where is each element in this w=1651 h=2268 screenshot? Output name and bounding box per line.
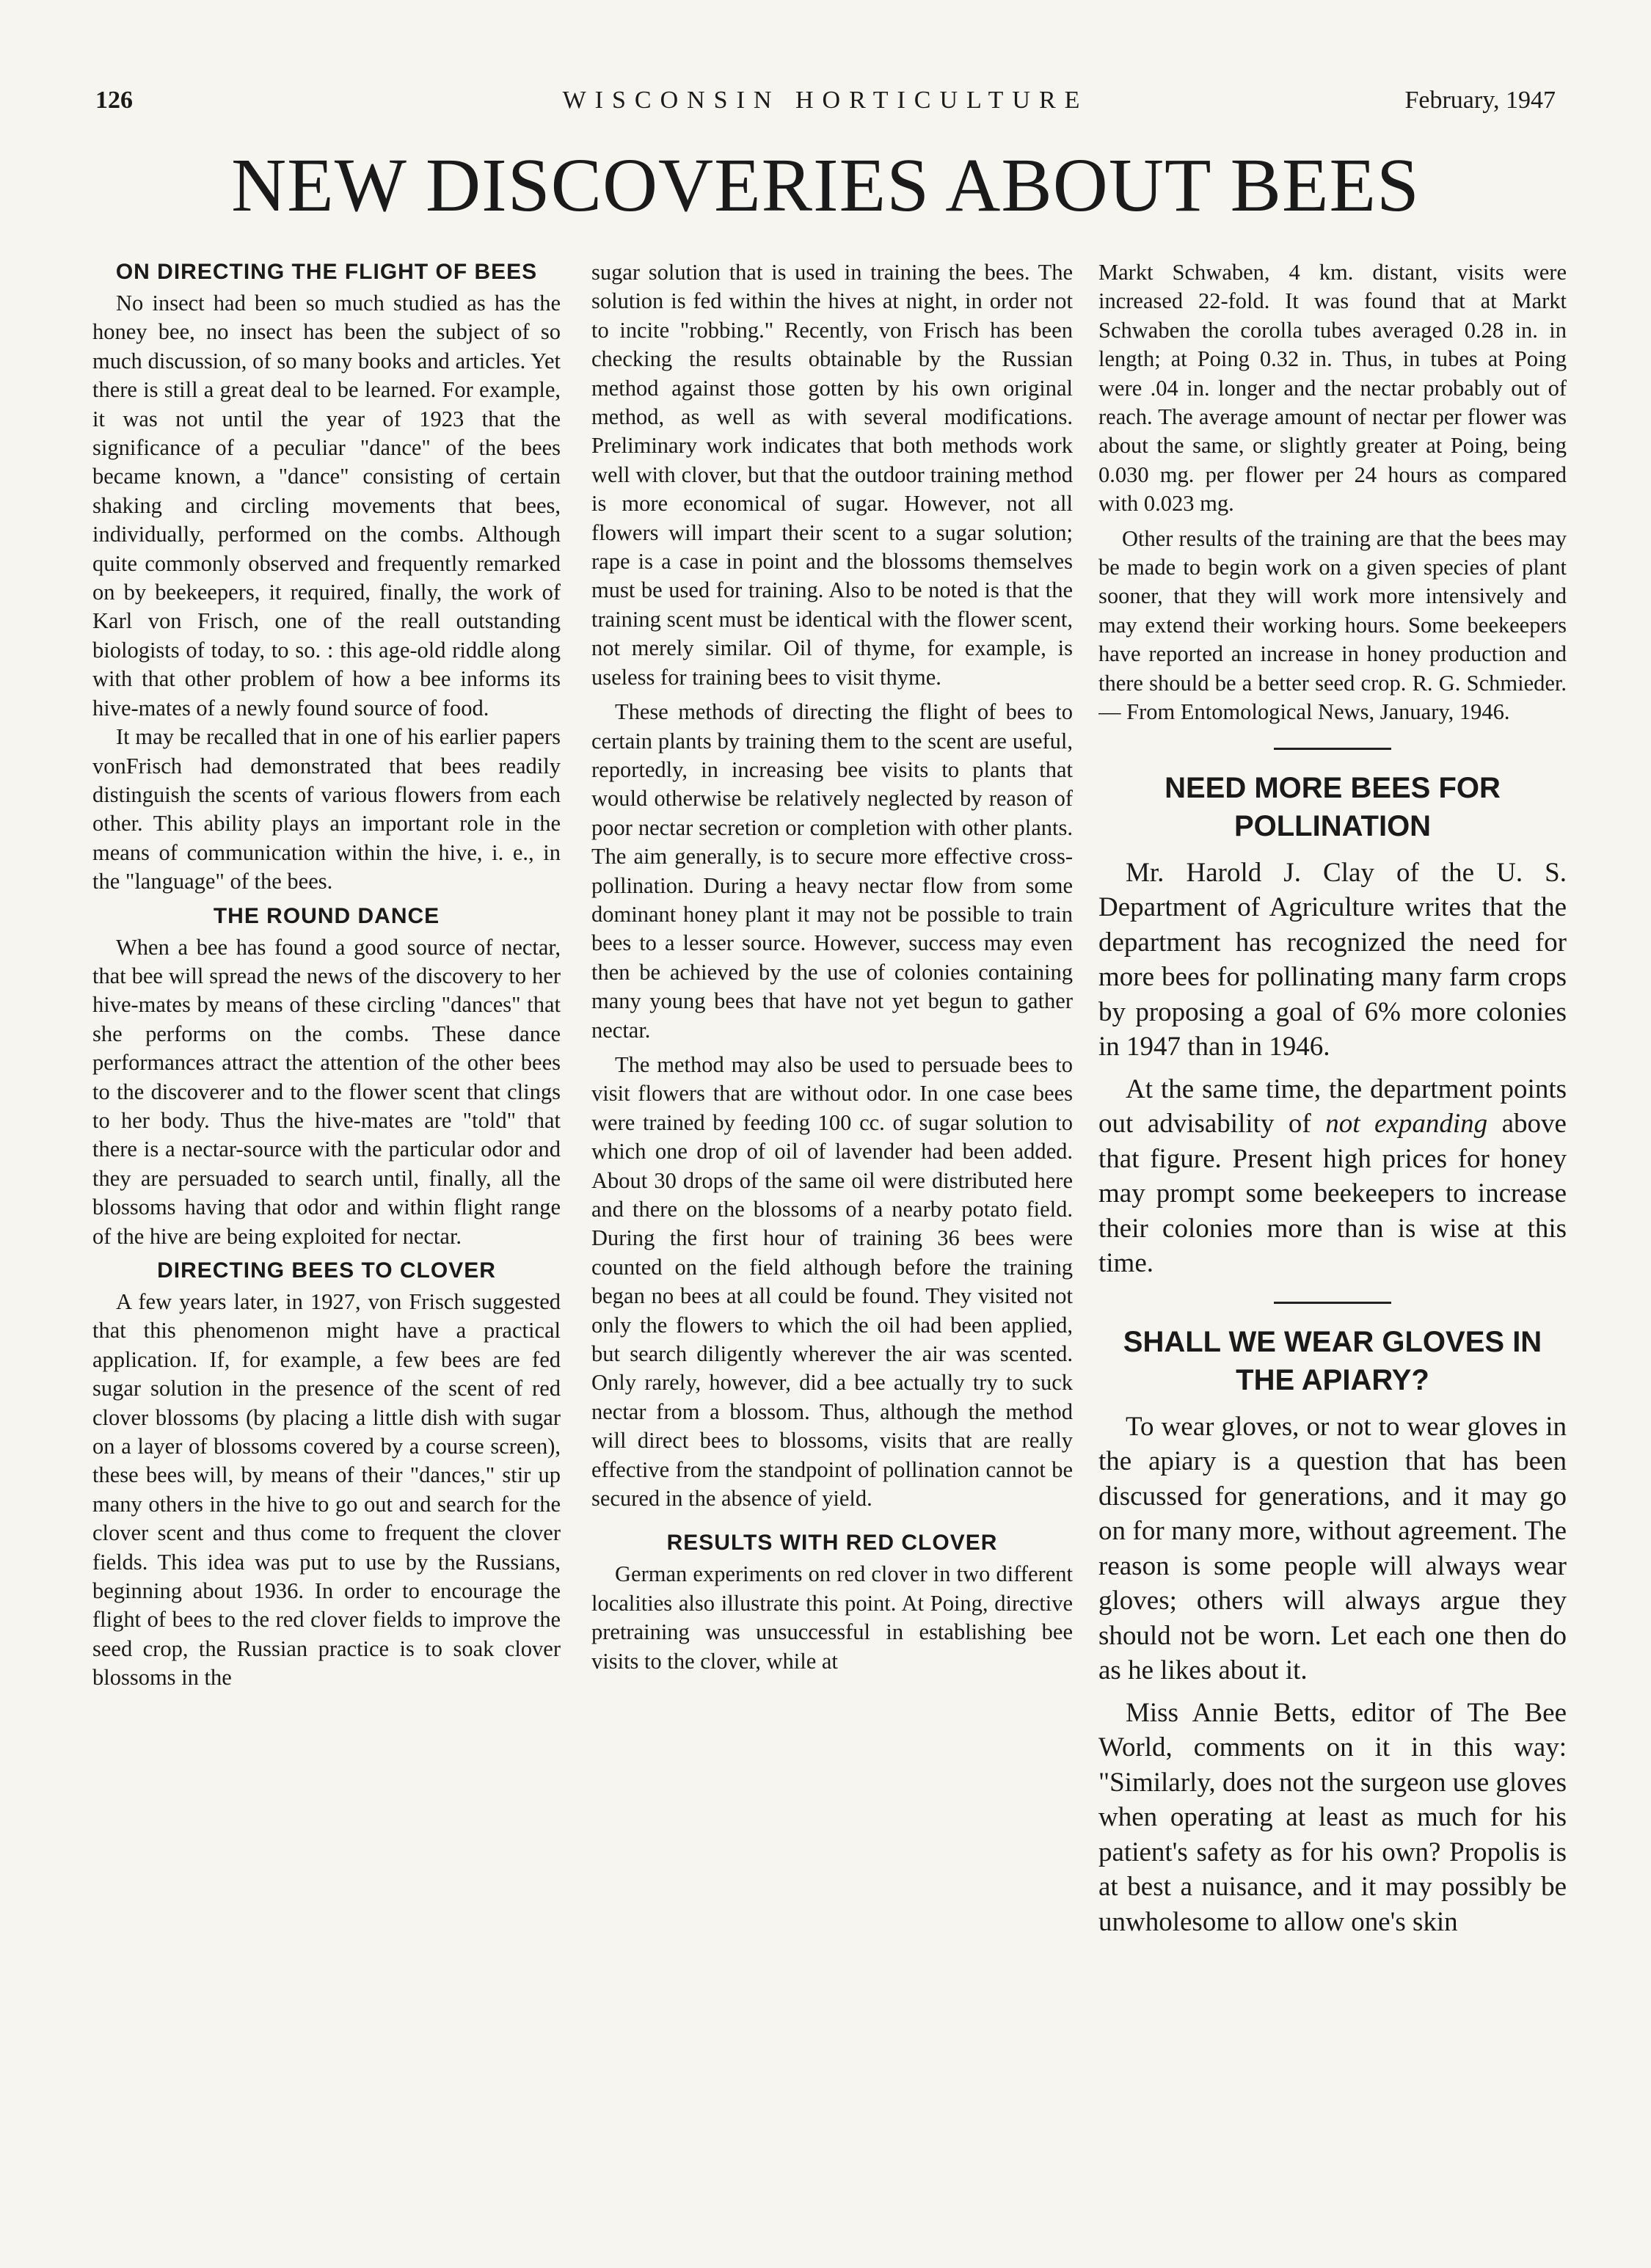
- section-heading: DIRECTING BEES TO CLOVER: [157, 1258, 496, 1283]
- article-title: NEW DISCOVERIES ABOUT BEES: [231, 143, 1420, 227]
- paragraph: No insect had been so much studied as has the honey bee, no insect has been the subject of so much discussion, of so many books and articles. Yet there is still a great deal to be learned. For example, it was not until the year of 1923 that the significance of a peculiar "dance" of the bees became known, a "dance" consisting of certain shaking and circling movements that bees, individually, performed on the combs. Although quite commonly observed and frequently remarked on by beekeepers, it required, finally, the work of Karl von Frisch, one of the reall outstanding biologists of today, to so. : this age-old riddle along with that other problem of how a bee informs its hive-mates of a newly found source of food.: [92, 291, 561, 721]
- journal-name: WISCONSIN HORTICULTURE: [562, 87, 1089, 114]
- paragraph: Other results of the training are that the bees may be made to begin work on a given species of plant sooner, that they will work more intensively and may extend their working hours. Some beekeepers have reported an increase in honey production and there should be a better seed crop. R. G. Schmieder. — From Entomological News, January, 1946.: [1098, 525, 1567, 725]
- section-heading: RESULTS WITH RED CLOVER: [666, 1531, 998, 1556]
- article-body: [1098, 856, 1567, 1281]
- paragraph: When a bee has found a good source of nectar, that bee will spread the news of the discovery to her hive-mates by means of these circling "dances" that she performs on the combs. These dance performances attract the attention of the other bees to the discoverer and to the flower scent that clings to her body. Thus the hive-mates are "told" that there is a nectar-source with the particular odor and they are persuaded to search until, finally, all the blossoms having that odor and within flight range of the hive are being exploited for nectar.: [92, 934, 561, 1249]
- section-heading: NEED MORE BEES FOR POLLINATION: [1165, 771, 1501, 842]
- page-number: 126: [95, 87, 133, 114]
- paragraph: The method may also be used to persuade bees to visit flowers that are without odor. In one case bees were trained by feeding 100 cc. of sugar solution to which one drop of oil of lavender had been added. About 30 drops of the same oil were distributed here and there on the blossoms of a nearby potato field. During the first hour of training 36 bees were counted on the field although before the training began no bees at all could be found. They visited not only the flowers to which the oil had been applied, but search diligently wherever the air was scented. Only rarely, however, did a bee actually try to suck nectar from a blossom. Thus, although the method will direct bees to blossoms, visits that are really effective from the standpoint of pollination cannot be secured in the absence of yield.: [591, 1051, 1073, 1512]
- text-run: At the same time, the department points out advisability of: [1098, 1073, 1567, 1139]
- article-body: [1098, 1410, 1567, 1940]
- column-3: [1098, 258, 1567, 2232]
- paragraph: It may be recalled that in one of his earlier papers vonFrisch had demonstrated that bees readily distinguish the scents of various flowers from each other. This ability plays an important role in the means of communication within the hive, i. e., in the "language" of the bees.: [92, 724, 561, 894]
- paragraph: Miss Annie Betts, editor of The Bee World, comments on it in this way: "Similarly, does not the surgeon use gloves when operating at least as much for his patient's safety as for his own? Propolis is at best a nuisance, and it may possibly be unwholesome to allow one's skin: [1098, 1697, 1567, 1937]
- section-heading: ON DIRECTING THE FLIGHT OF BEES: [115, 260, 538, 284]
- column-2: [591, 258, 1073, 2232]
- paragraph: sugar solution that is used in training the bees. The solution is fed within the hives at night, in order not to incite "robbing." Recently, von Frisch has been checking the results obtainable by the Russian method against those gotten by his own original method, as well as with several modifications. Preliminary work indicates that both methods work well with clover, but that the outdoor training method is more economical of sugar. However, not all flowers will impart their scent to a sugar solution; rape is a case in point and the blossoms themselves must be used for training. Also to be noted is that the training scent must be identical with the flower scent, not merely similar. Oil of thyme, for example, is useless for training bees to visit thyme.: [591, 260, 1073, 690]
- paragraph: Mr. Harold J. Clay of the U. S. Department of Agriculture writes that the department has recognized the need for more bees for pollinating many farm crops by proposing a goal of 6% more colonies in 1947 than in 1946.: [1098, 857, 1567, 1062]
- paragraph: To wear gloves, or not to wear gloves in the apiary is a question that has been discussed for generations, and it may go on for many more, without agreement. The reason is some people will always wear gloves; others will always argue they should not be worn. Let each one then do as he likes about it.: [1098, 1411, 1567, 1685]
- column-1: [92, 258, 561, 2232]
- paragraph: German experiments on red clover in two different localities also illustrate this point. At Poing, directive pretraining was unsuccessful in establishing bee visits to the clover, while at: [591, 1561, 1073, 1674]
- emphasis: not expanding: [1325, 1109, 1488, 1139]
- section-heading: THE ROUND DANCE: [213, 903, 440, 928]
- running-head: [95, 87, 1556, 123]
- text-run: above that figure. Present high prices for honey may prompt some beekeepers to increase their colonies more than is wise at this time.: [1098, 1109, 1567, 1278]
- section-heading: SHALL WE WEAR GLOVES IN THE APIARY?: [1123, 1325, 1542, 1396]
- paragraph: [1098, 1072, 1567, 1281]
- divider: [1274, 748, 1391, 750]
- issue-date: February, 1947: [1404, 87, 1556, 114]
- paragraph: These methods of directing the flight of bees to certain plants by training them to the scent are useful, reportedly, in increasing bee visits to plants that would otherwise be relatively neglected by reason of poor nectar secretion or completion with other plants. The aim generally, is to secure more effective cross-pollination. During a heavy nectar flow from some dominant honey plant it may not be possible to train bees to a lesser source. However, success may even then be achieved by the use of colonies containing many young bees that have not yet begun to gather nectar.: [591, 699, 1073, 1043]
- divider: [1274, 1302, 1391, 1304]
- paragraph: Markt Schwaben, 4 km. distant, visits were increased 22-fold. It was found that at Markt Schwaben the corolla tubes averaged 0.28 in. in length; at Poing 0.32 in. Thus, in tubes at Poing were .04 in. longer and the nectar probably out of reach. The average amount of nectar per flower was about the same, or slightly greater at Poing, being 0.030 mg. per flower per 24 hours as compared with 0.023 mg.: [1098, 260, 1567, 517]
- paragraph: A few years later, in 1927, von Frisch suggested that this phenomenon might have a practical application. If, for example, a few bees are fed sugar solution in the presence of the scent of red clover blossoms (by placing a little dish with sugar on a layer of blossoms covered by a course screen), these bees will, by means of their "dances," stir up many others in the hive to go out and search for the clover scent and thus come to frequent the clover fields. This idea was put to use by the Russians, beginning about 1936. In order to encourage the flight of bees to the red clover fields to improve the seed crop, the Russian practice is to soak clover blossoms in the: [92, 1289, 561, 1691]
